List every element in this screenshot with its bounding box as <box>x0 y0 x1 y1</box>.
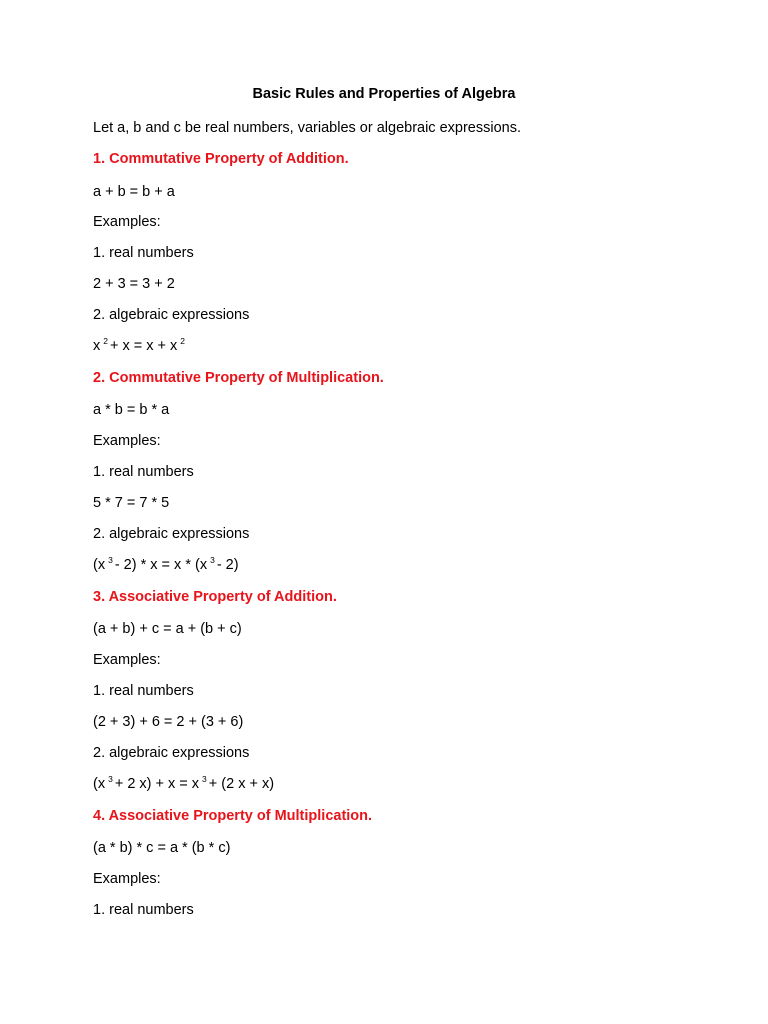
document-title: Basic Rules and Properties of Algebra <box>252 86 516 102</box>
exponent: 3 <box>202 774 207 784</box>
section-2-example-2 <box>93 555 239 575</box>
exponent: 3 <box>108 774 113 784</box>
expr-part: - 2) <box>216 557 239 573</box>
section-2-example-1-label: 1. real numbers <box>93 464 194 480</box>
expr-part: + x = x + x <box>109 338 178 354</box>
section-3-heading: 3. Associative Property of Addition. <box>93 589 337 605</box>
section-2-examples-label: Examples: <box>93 433 161 449</box>
expr-part: (x <box>93 776 106 792</box>
section-2-heading: 2. Commutative Property of Multiplication. <box>93 370 384 386</box>
expr-part: (x <box>93 557 106 573</box>
section-3-examples-label: Examples: <box>93 652 161 668</box>
section-2-example-2-label: 2. algebraic expressions <box>93 526 250 542</box>
section-1-examples-label: Examples: <box>93 214 161 230</box>
expr-part: - 2) * x = x * (x <box>114 557 208 573</box>
section-1-example-2 <box>93 336 187 356</box>
section-1-example-1-label: 1. real numbers <box>93 245 194 261</box>
section-1-heading: 1. Commutative Property of Addition. <box>93 151 349 167</box>
section-2-example-1: 5 * 7 = 7 * 5 <box>93 495 170 511</box>
exponent: 3 <box>210 555 215 565</box>
expr-part: + 2 x) + x = x <box>114 776 200 792</box>
expr-part: + (2 x + x) <box>208 776 275 792</box>
expr-part: x <box>93 338 101 354</box>
exponent: 2 <box>103 336 108 346</box>
exponent: 3 <box>108 555 113 565</box>
section-3-example-2 <box>93 774 274 794</box>
section-3-example-2-label: 2. algebraic expressions <box>93 745 250 761</box>
section-4-examples-label: Examples: <box>93 871 161 887</box>
section-4-example-1-label: 1. real numbers <box>93 902 194 918</box>
section-2-rule: a * b = b * a <box>93 402 170 418</box>
section-4-rule: (a * b) * c = a * (b * c) <box>93 840 231 856</box>
section-1-example-2-label: 2. algebraic expressions <box>93 307 250 323</box>
section-3-example-1: (2 + 3) + 6 = 2 + (3 + 6) <box>93 714 244 730</box>
section-1-example-1: 2 + 3 = 3 + 2 <box>93 276 175 292</box>
section-1-rule: a + b = b + a <box>93 184 175 200</box>
intro-text: Let a, b and c be real numbers, variables or algebraic expressions. <box>93 120 521 136</box>
section-3-rule: (a + b) + c = a + (b + c) <box>93 621 242 637</box>
section-3-example-1-label: 1. real numbers <box>93 683 194 699</box>
section-4-heading: 4. Associative Property of Multiplication. <box>93 808 373 824</box>
exponent: 2 <box>180 336 186 346</box>
